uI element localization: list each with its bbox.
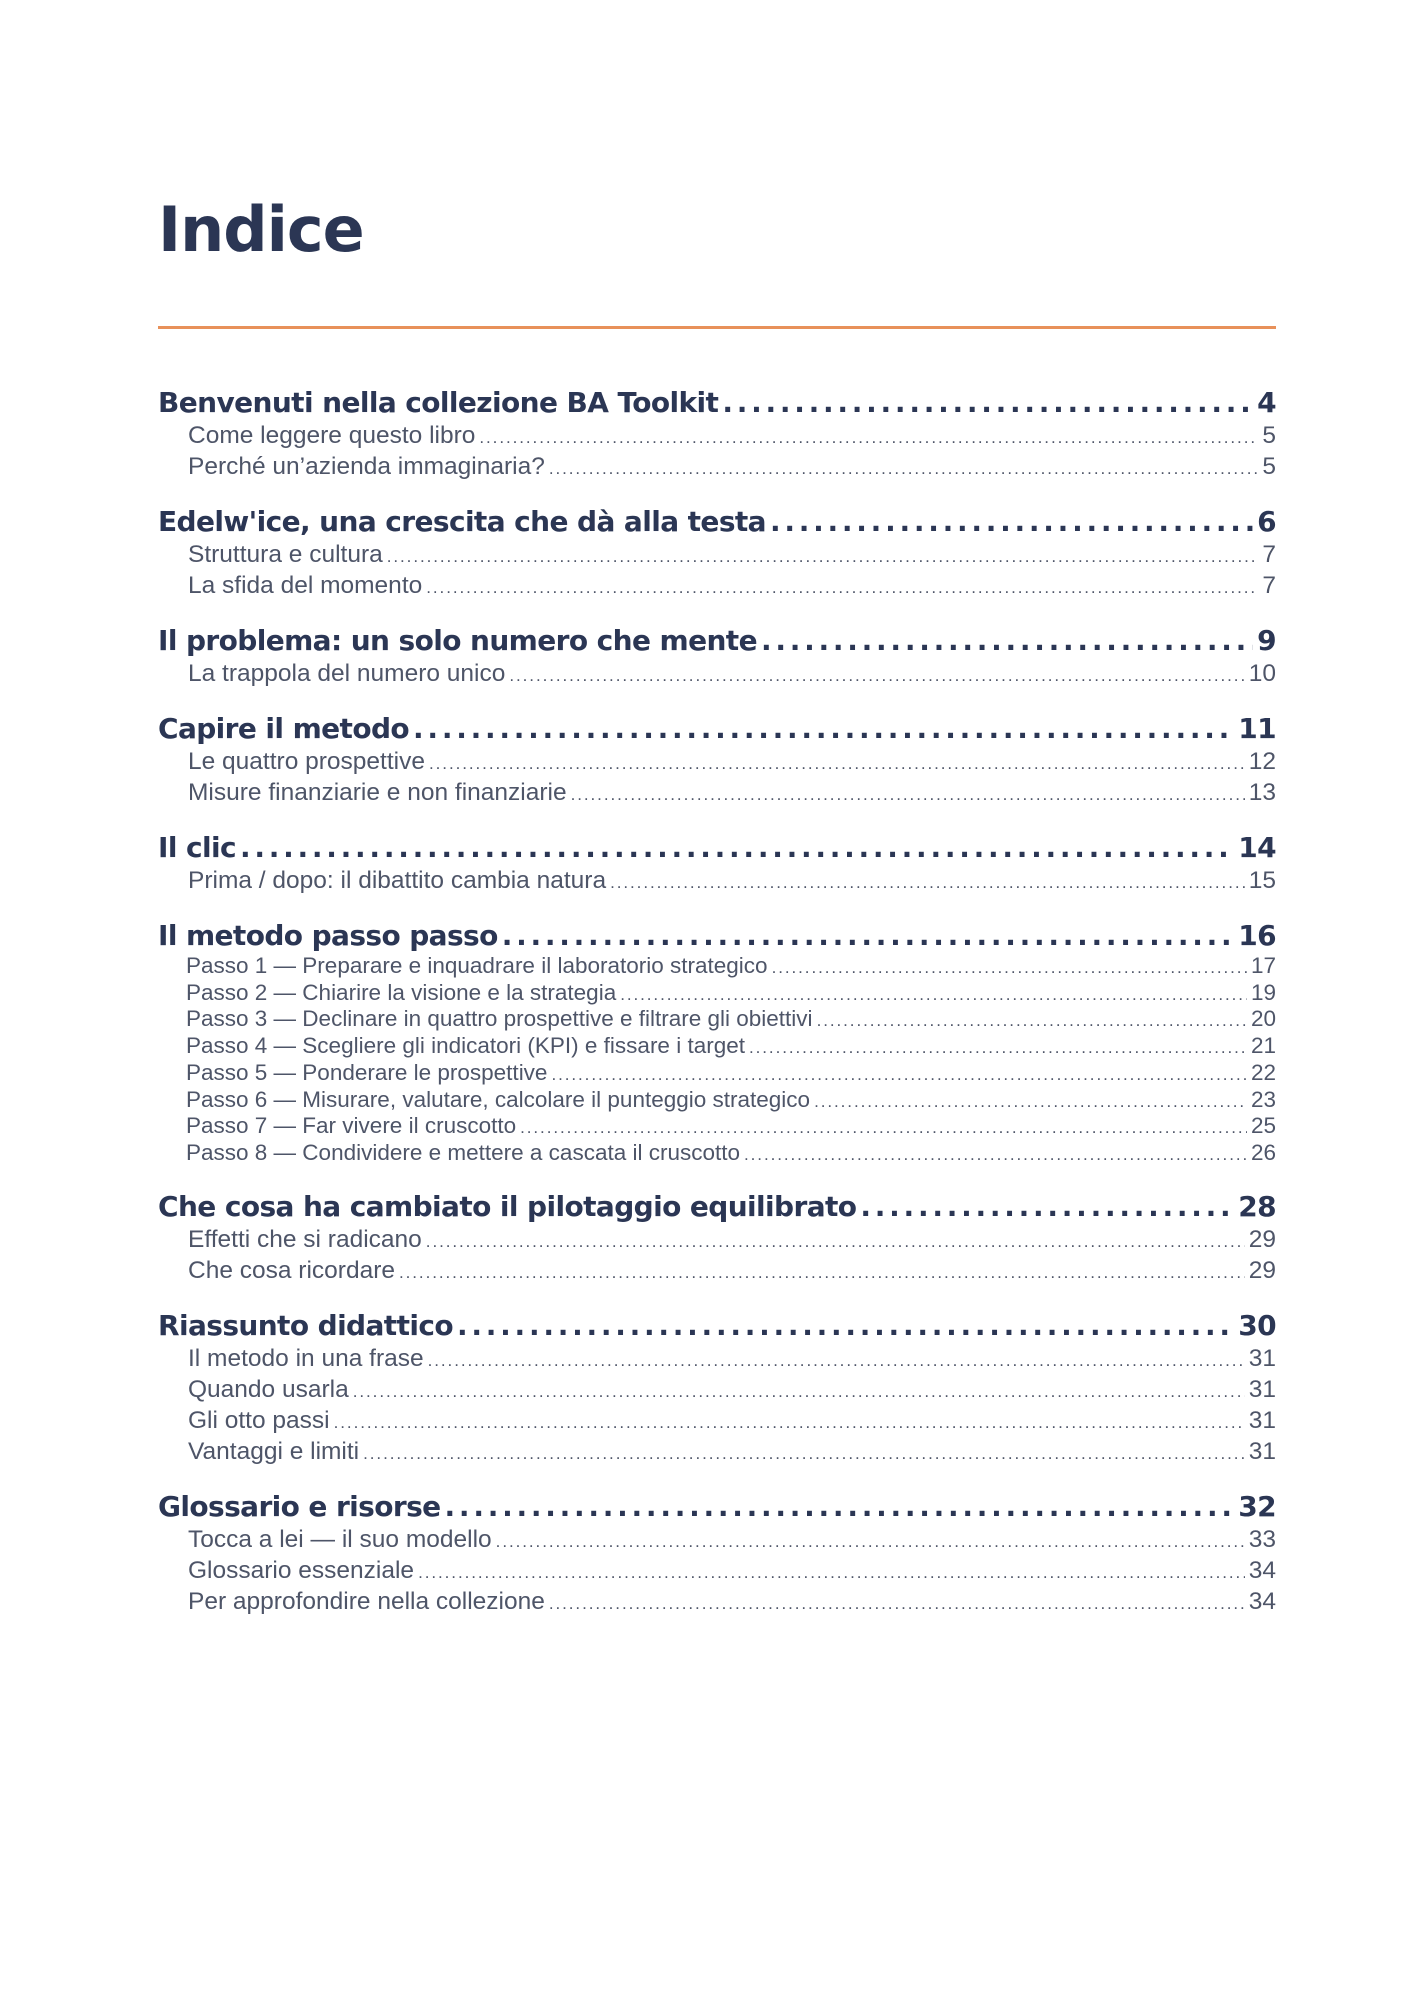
toc-section-entry[interactable] bbox=[158, 1525, 1276, 1556]
toc-section-entry[interactable] bbox=[158, 1088, 1276, 1115]
toc-section-title: Passo 3 — Declinare in quattro prospettive e filtrare gli obiettivi bbox=[186, 1007, 813, 1032]
toc-chapter-entry[interactable] bbox=[158, 1489, 1276, 1525]
toc-chapter-page: 30 bbox=[1238, 1308, 1276, 1342]
dot-leader bbox=[571, 778, 1245, 809]
dot-leader bbox=[426, 571, 1258, 602]
toc-section-page: 12 bbox=[1248, 748, 1276, 775]
dot-leader bbox=[551, 1061, 1247, 1088]
toc-section-entry[interactable] bbox=[158, 747, 1276, 778]
toc-section-title: Prima / dopo: il dibattito cambia natura bbox=[188, 867, 607, 894]
dot-leader bbox=[761, 623, 1253, 659]
toc-chapter-entry[interactable] bbox=[158, 918, 1276, 954]
toc-section-entry[interactable] bbox=[158, 1587, 1276, 1618]
dot-leader bbox=[399, 1256, 1245, 1287]
toc-section-page: 25 bbox=[1250, 1114, 1276, 1139]
toc-section-title: Struttura e cultura bbox=[188, 541, 383, 568]
dot-leader bbox=[479, 421, 1258, 452]
dot-leader bbox=[426, 1225, 1245, 1256]
toc-chapter-page: 11 bbox=[1238, 712, 1276, 745]
toc-chapter-entry[interactable] bbox=[158, 504, 1276, 540]
dot-leader bbox=[428, 1344, 1245, 1375]
toc-chapter bbox=[158, 504, 1276, 602]
toc-chapter-title: Edelw'ice, una crescita che dà alla testa bbox=[158, 505, 766, 538]
dot-leader bbox=[610, 866, 1245, 897]
toc-chapter-title: Riassunto didattico bbox=[158, 1308, 454, 1342]
toc-chapter-entry[interactable] bbox=[158, 385, 1276, 421]
dot-leader bbox=[817, 1007, 1247, 1034]
toc-chapter bbox=[158, 385, 1276, 483]
toc-section-page: 31 bbox=[1248, 1344, 1276, 1372]
toc-chapter bbox=[158, 711, 1276, 809]
toc-section-entry[interactable] bbox=[158, 1256, 1276, 1287]
toc-section-entry[interactable] bbox=[158, 1437, 1276, 1468]
toc-section-entry[interactable] bbox=[158, 1114, 1276, 1141]
toc-chapter-page: 14 bbox=[1238, 831, 1276, 864]
dot-leader bbox=[770, 504, 1253, 540]
toc-section-entry[interactable] bbox=[158, 866, 1276, 897]
toc-chapter-page: 4 bbox=[1257, 386, 1276, 419]
toc-chapter-entry[interactable] bbox=[158, 711, 1276, 747]
toc-chapter-title: Glossario e risorse bbox=[158, 1489, 441, 1523]
toc-section-page: 34 bbox=[1248, 1587, 1276, 1615]
toc-chapter-entry[interactable] bbox=[158, 830, 1276, 866]
toc-section-entry[interactable] bbox=[158, 1034, 1276, 1061]
page-title: Indice bbox=[158, 193, 364, 266]
toc-section-entry[interactable] bbox=[158, 452, 1276, 483]
toc-section-page: 33 bbox=[1248, 1525, 1276, 1553]
toc-chapter-page: 32 bbox=[1238, 1489, 1276, 1523]
toc-section-title: Perché un’azienda immaginaria? bbox=[188, 453, 545, 480]
dot-leader bbox=[240, 830, 1234, 866]
toc-section-title: Vantaggi e limiti bbox=[188, 1437, 360, 1465]
toc-chapter bbox=[158, 1308, 1276, 1468]
dot-leader bbox=[772, 954, 1247, 981]
toc-section-page: 26 bbox=[1250, 1140, 1276, 1165]
title-divider bbox=[158, 326, 1276, 329]
dot-leader bbox=[722, 385, 1253, 421]
toc-chapter bbox=[158, 918, 1276, 1168]
toc-section-entry[interactable] bbox=[158, 1344, 1276, 1375]
toc-section-entry[interactable] bbox=[158, 1556, 1276, 1587]
toc-section-title: Passo 1 — Preparare e inquadrare il laboratorio strategico bbox=[186, 954, 768, 978]
dot-leader bbox=[334, 1406, 1245, 1437]
toc-section-entry[interactable] bbox=[158, 1375, 1276, 1406]
toc-section-page: 19 bbox=[1250, 980, 1276, 1005]
toc-section-entry[interactable] bbox=[158, 981, 1276, 1008]
toc-section-page: 10 bbox=[1248, 660, 1276, 687]
toc-section-entry[interactable] bbox=[158, 1061, 1276, 1088]
dot-leader bbox=[749, 1034, 1247, 1061]
toc-section-page: 31 bbox=[1248, 1375, 1276, 1403]
toc-section-entry[interactable] bbox=[158, 571, 1276, 602]
dot-leader bbox=[549, 1587, 1245, 1618]
toc-section-page: 7 bbox=[1262, 572, 1276, 599]
toc-section-title: Passo 4 — Scegliere gli indicatori (KPI) e fissare i target bbox=[186, 1034, 745, 1059]
toc-section-page: 15 bbox=[1248, 867, 1276, 894]
dot-leader bbox=[445, 1489, 1235, 1525]
dot-leader bbox=[353, 1375, 1245, 1406]
toc-section-title: Tocca a lei — il suo modello bbox=[188, 1525, 492, 1553]
toc-section-title: Che cosa ricordare bbox=[188, 1256, 395, 1284]
toc-section-title: Come leggere questo libro bbox=[188, 422, 476, 449]
toc-section-entry[interactable] bbox=[158, 540, 1276, 571]
toc-section-page: 17 bbox=[1250, 954, 1276, 978]
dot-leader bbox=[860, 1189, 1234, 1225]
toc-section-entry[interactable] bbox=[158, 1406, 1276, 1437]
toc-chapter bbox=[158, 1189, 1276, 1287]
dot-leader bbox=[413, 711, 1234, 747]
toc-section-title: La sfida del momento bbox=[188, 572, 423, 599]
dot-leader bbox=[549, 452, 1259, 483]
toc-section-page: 7 bbox=[1262, 541, 1276, 568]
toc-chapter-title: Il clic bbox=[158, 831, 236, 864]
toc-section-title: Passo 8 — Condividere e mettere a cascata il cruscotto bbox=[186, 1140, 741, 1165]
toc-chapter-entry[interactable] bbox=[158, 1308, 1276, 1344]
toc-section-entry[interactable] bbox=[158, 1141, 1276, 1168]
toc-section-page: 23 bbox=[1250, 1087, 1276, 1112]
toc-section-title: Il metodo in una frase bbox=[188, 1344, 424, 1372]
toc-chapter-title: Il problema: un solo numero che mente bbox=[158, 624, 757, 657]
toc-section-page: 29 bbox=[1248, 1256, 1276, 1284]
toc-section-title: Passo 5 — Ponderare le prospettive bbox=[186, 1060, 548, 1085]
toc-section-page: 5 bbox=[1262, 422, 1276, 449]
toc-chapter-title: Che cosa ha cambiato il pilotaggio equilibrato bbox=[158, 1189, 857, 1223]
toc-section-entry[interactable] bbox=[158, 1007, 1276, 1034]
toc-section-title: Passo 2 — Chiarire la visione e la strategia bbox=[186, 980, 617, 1005]
dot-leader bbox=[509, 659, 1244, 690]
toc-section-page: 29 bbox=[1248, 1225, 1276, 1253]
toc-section-title: Glossario essenziale bbox=[188, 1556, 415, 1584]
toc-chapter-entry[interactable] bbox=[158, 623, 1276, 659]
table-of-contents bbox=[158, 385, 1276, 1639]
toc-section-title: Gli otto passi bbox=[188, 1406, 330, 1434]
toc-chapter bbox=[158, 623, 1276, 690]
toc-section-page: 20 bbox=[1250, 1007, 1276, 1032]
toc-section-page: 34 bbox=[1248, 1556, 1276, 1584]
toc-section-title: Passo 7 — Far vivere il cruscotto bbox=[186, 1114, 517, 1139]
toc-section-page: 21 bbox=[1250, 1034, 1276, 1059]
toc-section-title: Le quattro prospettive bbox=[188, 748, 425, 775]
toc-section-title: Per approfondire nella collezione bbox=[188, 1587, 545, 1615]
dot-leader bbox=[520, 1114, 1247, 1141]
dot-leader bbox=[814, 1088, 1247, 1115]
dot-leader bbox=[502, 918, 1234, 954]
toc-section-page: 22 bbox=[1250, 1060, 1276, 1085]
dot-leader bbox=[496, 1525, 1245, 1556]
toc-chapter-page: 9 bbox=[1257, 624, 1276, 657]
toc-section-page: 5 bbox=[1262, 453, 1276, 480]
toc-section-page: 31 bbox=[1248, 1406, 1276, 1434]
toc-section-entry[interactable] bbox=[158, 778, 1276, 809]
dot-leader bbox=[418, 1556, 1245, 1587]
toc-chapter-page: 16 bbox=[1238, 919, 1276, 952]
toc-section-entry[interactable] bbox=[158, 659, 1276, 690]
toc-section-page: 31 bbox=[1248, 1437, 1276, 1465]
toc-chapter-title: Benvenuti nella collezione BA Toolkit bbox=[158, 386, 719, 419]
toc-section-title: Misure finanziarie e non finanziarie bbox=[188, 779, 567, 806]
toc-chapter-page: 28 bbox=[1238, 1189, 1276, 1223]
dot-leader bbox=[620, 981, 1247, 1008]
dot-leader bbox=[363, 1437, 1245, 1468]
toc-section-entry[interactable] bbox=[158, 1225, 1276, 1256]
dot-leader bbox=[744, 1141, 1247, 1168]
toc-section-title: La trappola del numero unico bbox=[188, 660, 506, 687]
dot-leader bbox=[457, 1308, 1234, 1344]
toc-chapter-entry[interactable] bbox=[158, 1189, 1276, 1225]
toc-section-page: 13 bbox=[1248, 779, 1276, 806]
dot-leader bbox=[429, 747, 1245, 778]
toc-section-entry[interactable] bbox=[158, 954, 1276, 981]
toc-chapter-title: Capire il metodo bbox=[158, 712, 410, 745]
toc-section-entry[interactable] bbox=[158, 421, 1276, 452]
toc-section-title: Effetti che si radicano bbox=[188, 1225, 422, 1253]
toc-chapter-page: 6 bbox=[1257, 505, 1276, 538]
toc-section-title: Quando usarla bbox=[188, 1375, 349, 1403]
dot-leader bbox=[387, 540, 1259, 571]
toc-chapter-title: Il metodo passo passo bbox=[158, 919, 498, 952]
toc-chapter bbox=[158, 1489, 1276, 1618]
toc-chapter bbox=[158, 830, 1276, 897]
toc-section-title: Passo 6 — Misurare, valutare, calcolare il punteggio strategico bbox=[186, 1087, 811, 1112]
